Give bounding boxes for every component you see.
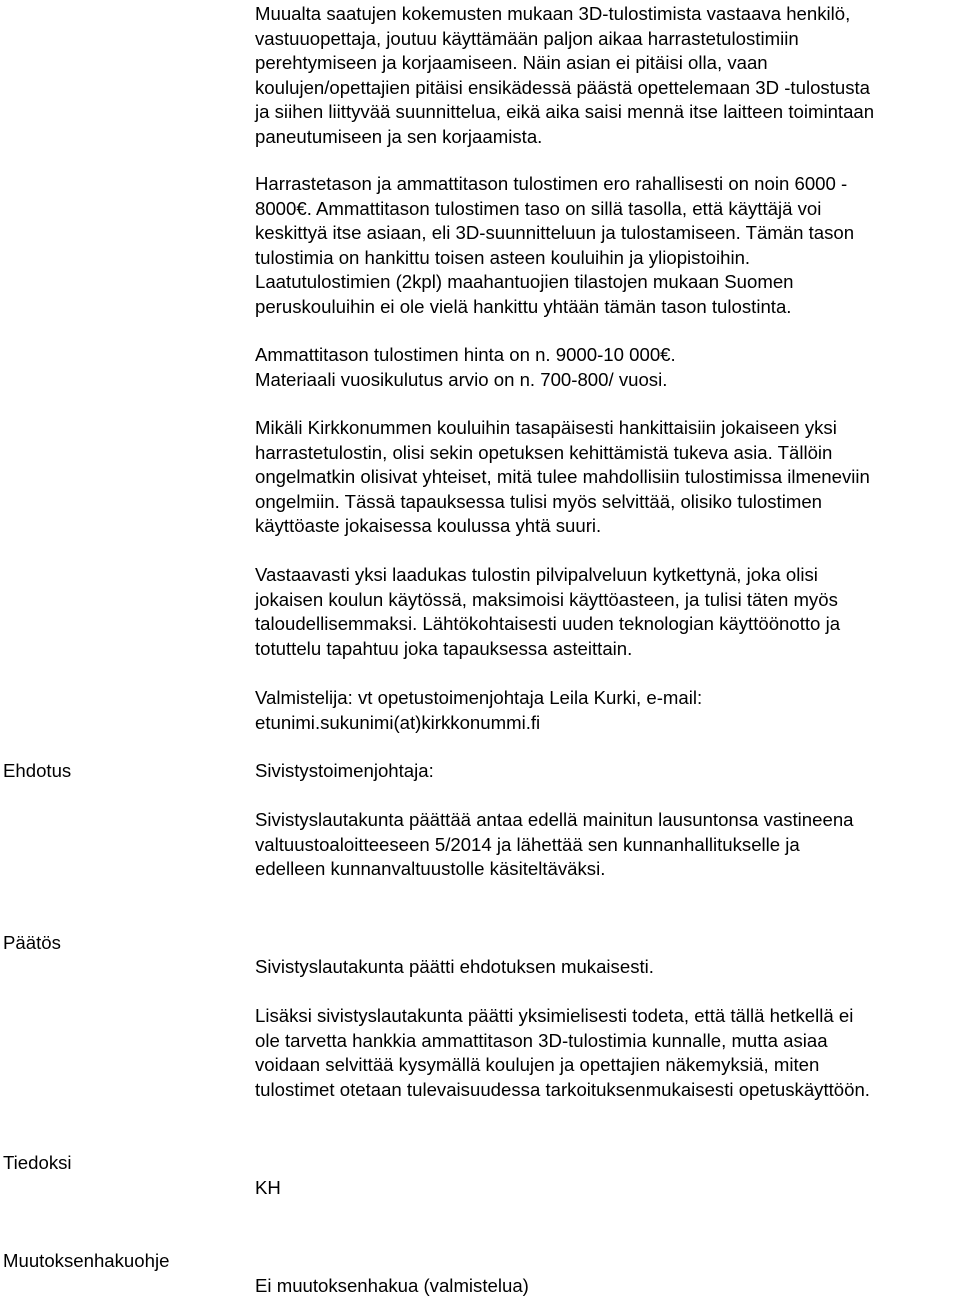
paragraph-price-difference: Harrastetason ja ammattitason tulostimen ero rahallisesti on noin 6000 - 8000€. Ammattitason tulostimen taso on sillä tasolla, että käyttäjä voi keskittyä itse asiaan, eli 3D-suunnitteluun ja tulostamiseen. Tämän tason tulostimia on hankittu toisen asteen kouluihin ja yliopistoihin. Laatutulostimien (2kpl) maahantuojien tilastojen mukaan Suomen peruskouluihin ei ole vielä hankittu yhtään tämän tason tulostinta. [255,173,855,317]
muutoksenhakuohje-value: Ei muutoksenhakua (valmistelua) [255,1275,529,1296]
section-label-paatos: Päätös [3,932,61,953]
paragraph-cloud-printer: Vastaavasti yksi laadukas tulostin pilvipalveluun kytkettynä, joka olisi jokaisen koulun käytössä, maksimoisi käyttöasteen, ja tulisi täten myös taloudellisemmaksi. Lähtökohtaisesti uuden teknologian käyttöönotto ja totuttelu tapahtuu joka tapauksessa asteittain. [255,564,841,659]
paatos-additional: Lisäksi sivistyslautakunta päätti yksimielisesti todeta, että tällä hetkellä ei ole tarvetta hankkia ammattitason 3D-tulostimia kunnalle, mutta asiaa voidaan selvittää kysymällä koulujen ja opettajien näkemyksiä, miten tulostimet otetaan tulevaisuudessa tarkoituksenmukaisesti opetuskäyttöön. [255,1005,870,1100]
paragraph-preparer: Valmistelija: vt opetustoimenjohtaja Leila Kurki, e-mail: etunimi.sukunimi(at)kirkkonummi.fi [255,687,703,733]
tiedoksi-value: KH [255,1177,281,1198]
paragraph-printer-maintenance: Muualta saatujen kokemusten mukaan 3D-tulostimista vastaava henkilö, vastuuopettaja, joutuu käyttämään paljon aikaa harrastetulostimiin perehtymiseen ja korjaamiseen. Näin asian ei pitäisi olla, vaan koulujen/opettajien pitäisi ensikädessä päästä opettelemaan 3D -tulostusta ja siihen liittyvää suunnittelua, eikä aika saisi mennä itse laitteen toimintaan paneutumiseen ja sen korjaamista. [255,3,875,147]
ehdotus-heading: Sivistystoimenjohtaja: [255,760,434,781]
paatos-decision: Sivistyslautakunta päätti ehdotuksen mukaisesti. [255,956,654,977]
ehdotus-text: Sivistyslautakunta päättää antaa edellä mainitun lausuntonsa vastineena valtuustoaloitteeseen 5/2014 ja lähettää sen kunnanhallitukselle ja edelleen kunnanvaltuustolle käsiteltäväksi. [255,809,854,879]
paragraph-price-estimate: Ammattitason tulostimen hinta on n. 9000-10 000€. Materiaali vuosikulutus arvio on n. 700-800/ vuosi. [255,344,676,390]
section-label-tiedoksi: Tiedoksi [3,1152,72,1173]
section-label-ehdotus: Ehdotus [3,760,72,781]
section-label-muutoksenhakuohje: Muutoksenhakuohje [3,1250,170,1271]
paragraph-hobby-printers: Mikäli Kirkkonummen kouluihin tasapäisesti hankittaisiin jokaiseen yksi harrastetulostin, olisi sekin opetuksen kehittämistä tukeva asia. Tällöin ongelmatkin olisivat yhteiset, mitä tulee mahdollisiin tulostimissa ilmeneviin ongelmiin. Tässä tapauksessa tulisi myös selvittää, olisiko tulostimen käyttöaste jokaisessa koulussa yhtä suuri. [255,417,870,536]
